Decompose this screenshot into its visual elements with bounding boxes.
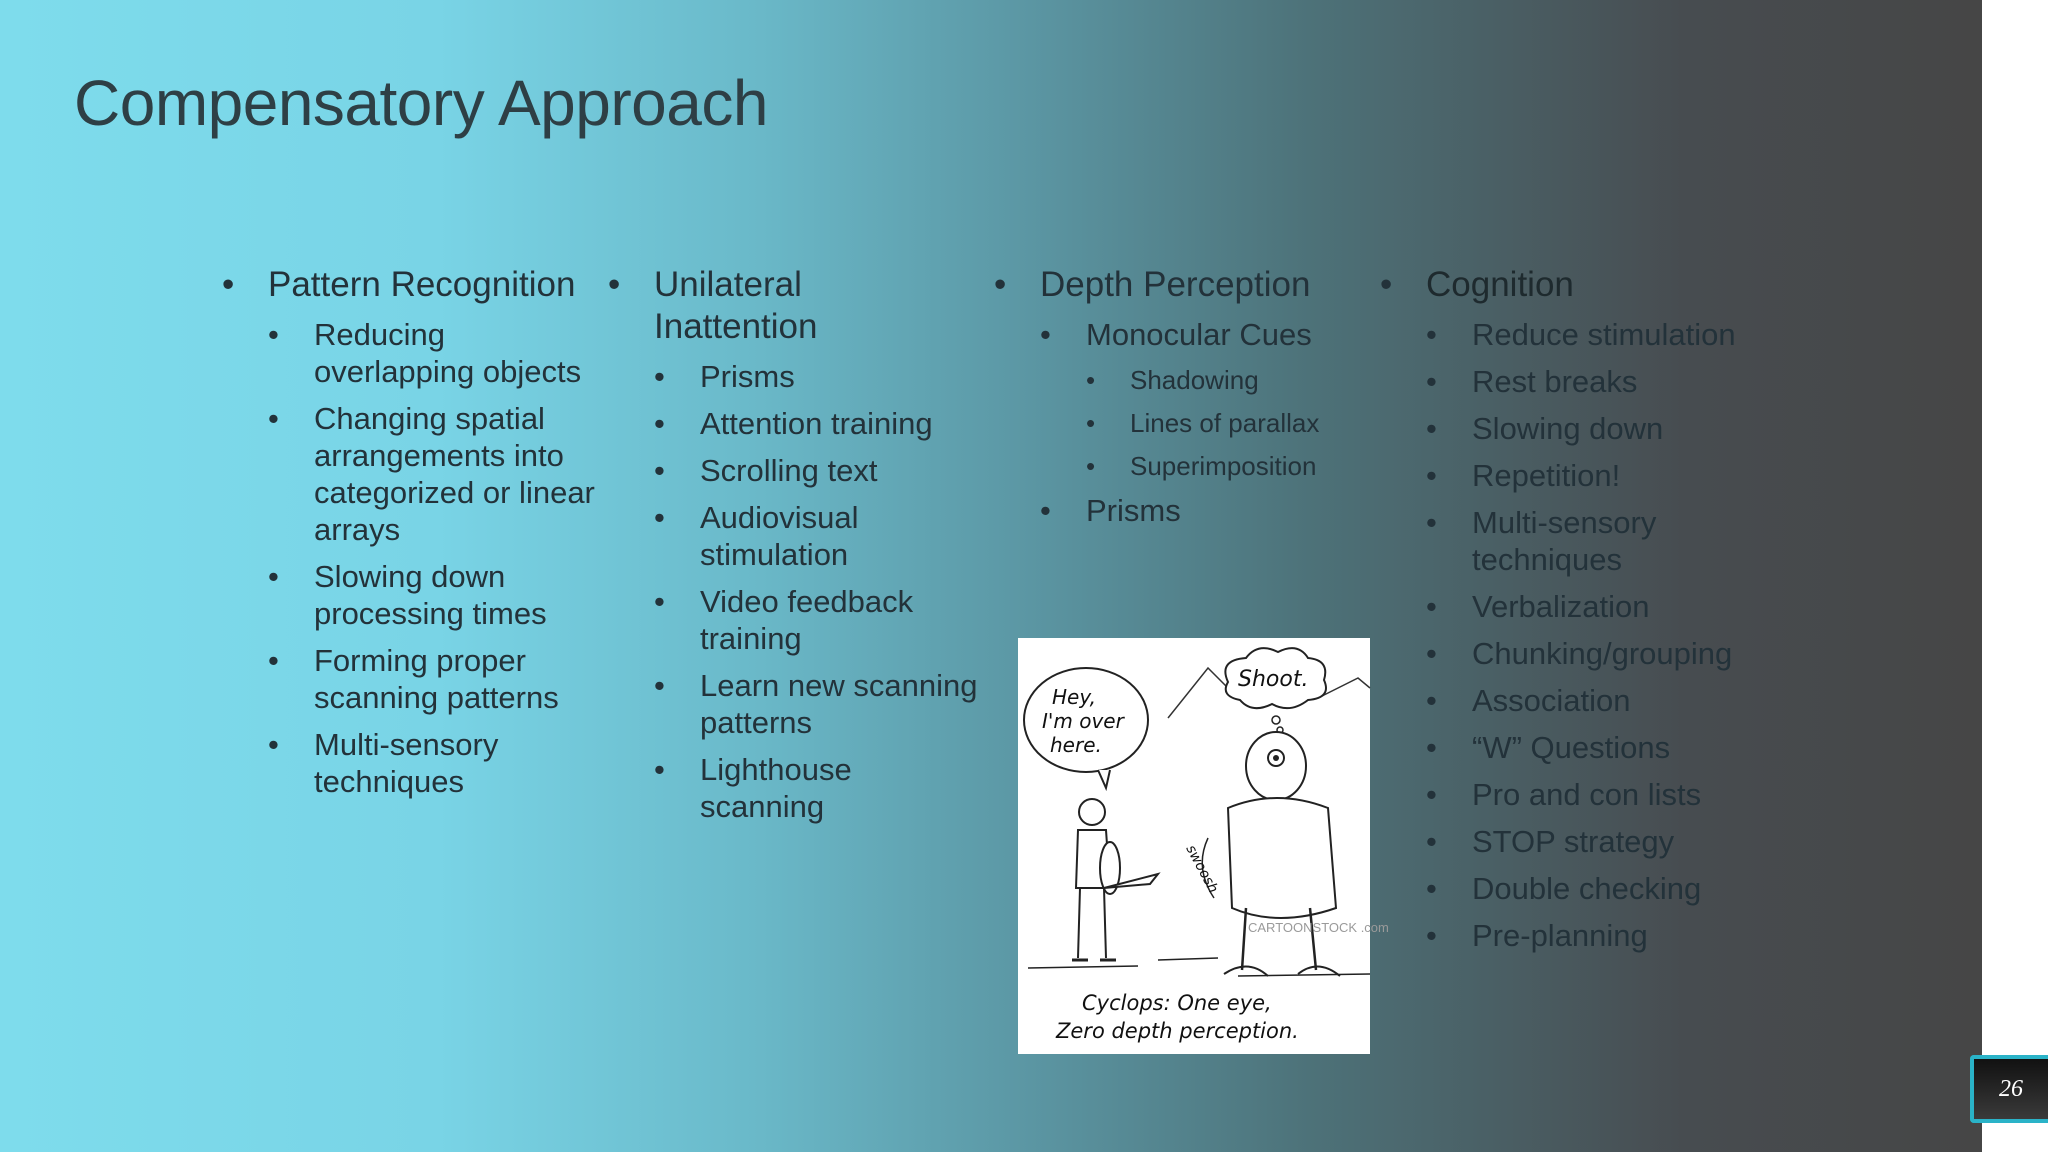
list-item-label: Scrolling text (700, 453, 878, 488)
list-item-label: Lighthouse scanning (700, 752, 852, 824)
list-item (268, 316, 598, 390)
list-item-label: Reduce stimulation (1472, 317, 1736, 352)
list-item (268, 642, 598, 716)
bullet-icon: • (1380, 265, 1393, 304)
thought-dot (1272, 716, 1280, 724)
bullet-icon: • (1426, 458, 1437, 493)
list-item-label: Audiovisual stimulation (700, 500, 859, 572)
bullet-icon: • (1086, 451, 1096, 481)
bullet-icon: • (268, 317, 279, 352)
list-item (1426, 316, 1756, 353)
list-item (1426, 363, 1756, 400)
list-item (654, 499, 880, 573)
list-item (654, 452, 984, 489)
list-item (1426, 504, 1672, 578)
caption-line1: Cyclops: One eye, (1082, 991, 1272, 1015)
bullet-icon: • (1426, 918, 1437, 953)
bullet-icon: • (654, 359, 665, 394)
column-depth-perception (994, 264, 1370, 529)
list-item (268, 558, 598, 632)
sub-list-item (1086, 450, 1370, 482)
list-item (1426, 457, 1756, 494)
caption-line2: Zero depth perception. (1056, 1019, 1299, 1043)
bullet-icon: • (1426, 730, 1437, 765)
bullet-icon: • (1426, 317, 1437, 352)
list-item-label: “W” Questions (1472, 730, 1671, 765)
list-item-label: Association (1472, 683, 1631, 718)
cyclops-body (1228, 798, 1336, 918)
bullet-icon: • (1086, 408, 1096, 438)
column-unilateral-inattention (608, 264, 984, 825)
list-item (1426, 588, 1756, 625)
list-item-label: Forming proper scanning patterns (314, 643, 559, 715)
bullet-heading (222, 264, 598, 800)
bullet-icon: • (1426, 364, 1437, 399)
man-head (1079, 799, 1105, 825)
bullet-icon: • (994, 265, 1007, 304)
list-item-label: Slowing down (1472, 411, 1664, 446)
list-item (1426, 635, 1756, 672)
right-margin (1982, 0, 2048, 1152)
list-item-label: Learn new scanning patterns (700, 668, 978, 740)
bullet-icon: • (654, 668, 665, 703)
bullet-icon: • (268, 727, 279, 762)
list-item (654, 405, 984, 442)
bullet-icon: • (1426, 824, 1437, 859)
bullet-icon: • (1426, 411, 1437, 446)
list-item (1040, 316, 1370, 353)
bullet-icon: • (1040, 317, 1051, 352)
sub-list-item (1086, 364, 1370, 396)
cartoon-drawing (1018, 638, 1389, 1054)
bullet-icon: • (1426, 683, 1437, 718)
watermark-text: CARTOONSTOCK .com (1248, 920, 1389, 935)
bullet-icon: • (222, 265, 235, 304)
bullet-icon: • (1426, 777, 1437, 812)
thought-text: Shoot. (1238, 667, 1309, 692)
bullet-icon: • (1426, 636, 1437, 671)
list-item (1426, 917, 1756, 954)
list-item (654, 751, 880, 825)
bullet-icon: • (654, 752, 665, 787)
slide-title: Compensatory Approach (74, 67, 768, 139)
list-item-label: Multi-sensory techniques (1472, 505, 1657, 577)
bullet-icon: • (1426, 505, 1437, 540)
column-cognition (1380, 264, 1756, 954)
sub-list-item-label: Shadowing (1130, 365, 1259, 395)
column-heading: Depth Perception (1040, 265, 1311, 304)
list-item (1040, 492, 1370, 529)
list-item-label: STOP strategy (1472, 824, 1675, 859)
list-item-label: Chunking/grouping (1472, 636, 1733, 671)
list-item-label: Verbalization (1472, 589, 1650, 624)
list-item-label: Changing spatial arrangements into categorized or linear arrays (314, 401, 595, 547)
column-heading: Unilateral Inattention (654, 265, 818, 346)
list-item-label: Monocular Cues (1086, 317, 1312, 352)
list-item-label: Repetition! (1472, 458, 1621, 493)
bullet-icon: • (1040, 493, 1051, 528)
bullet-icon: • (268, 401, 279, 436)
list-item (1426, 410, 1756, 447)
list-item-label: Slowing down processing times (314, 559, 547, 631)
column-pattern-recognition (222, 264, 598, 800)
bullet-icon: • (608, 265, 621, 304)
speech-left-line2: I'm over (1042, 709, 1124, 733)
bullet-icon: • (268, 559, 279, 594)
list-item-label: Multi-sensory techniques (314, 727, 499, 799)
list-item-label: Reducing overlapping objects (314, 317, 582, 389)
list-item-label: Rest breaks (1472, 364, 1638, 399)
sub-list-item (1086, 407, 1370, 439)
list-item-label: Pre-planning (1472, 918, 1648, 953)
list-item (1426, 823, 1756, 860)
sub-list-item-label: Superimposition (1130, 451, 1317, 481)
bullet-icon: • (1086, 365, 1096, 395)
list-item-label: Prisms (1086, 493, 1181, 528)
cyclops-cartoon (1018, 638, 1389, 1054)
bullet-icon: • (654, 453, 665, 488)
list-item (654, 667, 990, 741)
column-heading: Pattern Recognition (268, 265, 576, 304)
list-item (268, 400, 598, 548)
bullet-icon: • (1426, 871, 1437, 906)
list-item (1426, 682, 1756, 719)
bullet-heading (1380, 264, 1756, 954)
bullet-heading (608, 264, 984, 825)
bullet-icon: • (1426, 589, 1437, 624)
list-item (654, 358, 984, 395)
list-item-label: Attention training (700, 406, 933, 441)
list-item-label: Double checking (1472, 871, 1702, 906)
bullet-icon: • (268, 643, 279, 678)
list-item (1426, 729, 1756, 766)
sub-list-item-label: Lines of parallax (1130, 408, 1320, 438)
bullet-heading (994, 264, 1370, 529)
list-item (1426, 776, 1756, 813)
speech-left-line1: Hey, (1052, 685, 1096, 709)
bullet-icon: • (654, 406, 665, 441)
list-item-label: Prisms (700, 359, 795, 394)
list-item-label: Pro and con lists (1472, 777, 1702, 812)
speech-left-line3: here. (1050, 733, 1102, 757)
bullet-icon: • (654, 584, 665, 619)
list-item (1426, 870, 1756, 907)
list-item (268, 726, 598, 800)
list-item-label: Video feedback training (700, 584, 914, 656)
cyclops-pupil (1273, 755, 1279, 761)
page-number: 26 (1970, 1055, 2048, 1123)
list-item (654, 583, 930, 657)
column-heading: Cognition (1426, 265, 1574, 304)
swoosh-text: swoosh (1182, 842, 1222, 896)
bullet-icon: • (654, 500, 665, 535)
